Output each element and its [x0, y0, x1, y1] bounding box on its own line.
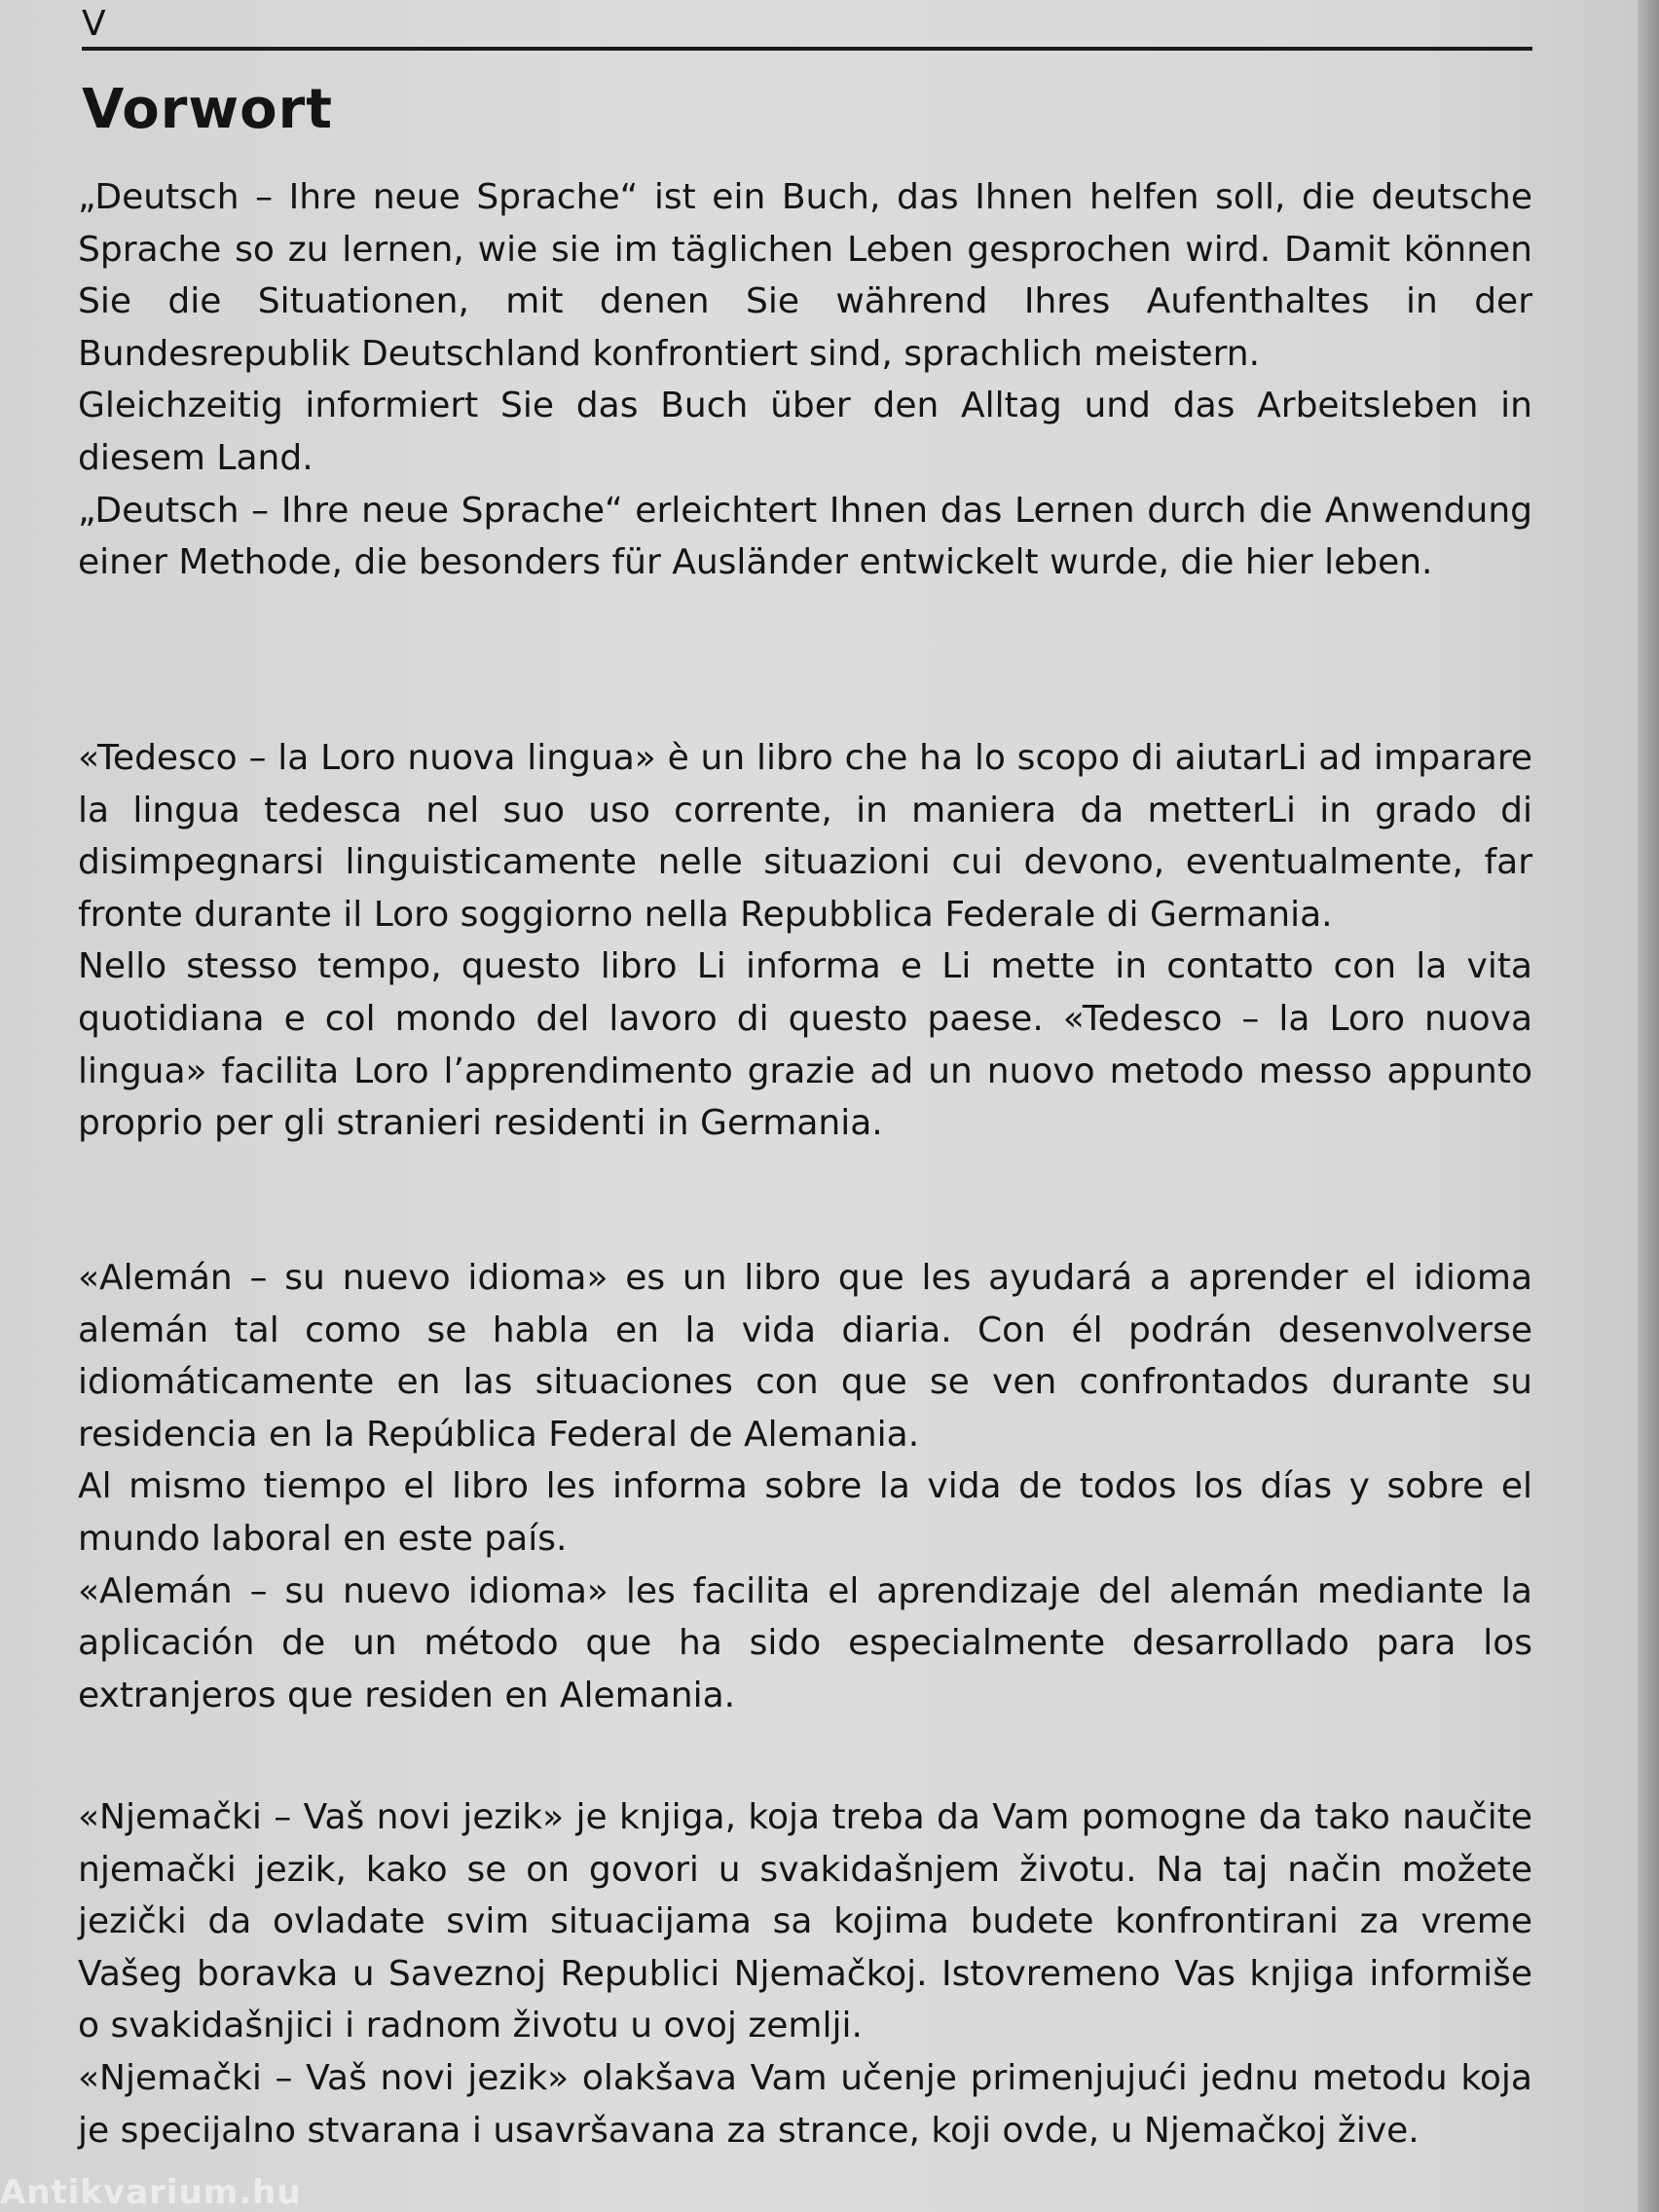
paragraph: „Deutsch – Ihre neue Sprache“ ist ein Buch, das Ihnen helfen soll, die deutsche Sprache so zu lernen, wie sie im täglichen Leben gesprochen wird. Damit können Sie die Situationen, mit denen Sie während Ihres Aufenthaltes in der Bundesrepublik Deutschland konfrontiert sind, sprachlich meistern.: [78, 177, 1532, 374]
page-title: Vorwort: [82, 78, 333, 141]
paragraph: «Alemán – su nuevo idioma» les facilita el aprendizaje del alemán mediante la aplicación de un método que ha sido especialmente desarrollado para los extranjeros que residen en Alemania.: [78, 1570, 1532, 1715]
watermark: Antikvarium.hu: [0, 2173, 302, 2212]
section-italian: [78, 732, 1532, 1150]
section-german: [78, 171, 1532, 589]
section-spanish: [78, 1252, 1532, 1721]
paragraph: «Alemán – su nuevo idioma» es un libro que les ayudará a aprender el idioma alemán tal como se habla en la vida diaria. Con él podrán desenvolverse idiomáticamente en las situaciones con que se ven confrontados durante su residencia en la República Federal de Alemania.: [78, 1258, 1532, 1455]
page-edge: [1638, 0, 1659, 2212]
paragraph: «Njemački – Vaš novi jezik» olakšava Vam učenje primenjujući jednu metodu koja je specijalno stvarana i usavršavana za strance, koji ovde, u Njemačkoj žive.: [78, 2057, 1532, 2151]
page-number: V: [82, 4, 107, 44]
paragraph: Gleichzeitig informiert Sie das Buch über den Alltag und das Arbeitsleben in diesem Land.: [78, 386, 1532, 478]
section-croatian: [78, 1791, 1532, 2157]
paragraph: Nello stesso tempo, questo libro Li informa e Li mette in contatto con la vita quotidiana e col mondo del lavoro di questo paese. «Tedesco – la Loro nuova lingua» facilita Loro l’apprendimento grazie ad un nuovo metodo messo appunto proprio per gli stranieri residenti in Germania.: [78, 946, 1532, 1144]
paragraph: Al mismo tiempo el libro les informa sobre la vida de todos los días y sobre el mundo laboral en este país.: [78, 1466, 1532, 1559]
paragraph: «Tedesco – la Loro nuova lingua» è un libro che ha lo scopo di aiutarLi ad imparare la lingua tedesca nel suo uso corrente, in maniera da metterLi in grado di disimpegnarsi linguisticamente nelle situazioni cui devono, eventualmente, far fronte durante il Loro soggiorno nella Repubblica Federale di Germania.: [78, 738, 1532, 935]
paragraph: «Njemački – Vaš novi jezik» je knjiga, koja treba da Vam pomogne da tako naučite njemački jezik, kako se on govori u svakidašnjem životu. Na taj način možete jezički da ovladate svim situacijama sa kojima budete konfrontirani za vreme Vašeg boravka u Saveznoj Republici Njemačkoj. Istovremeno Vas knjiga informiše o svakidašnjici i radnom životu u ovoj zemlji.: [78, 1797, 1532, 2046]
header-rule: [82, 47, 1532, 51]
paragraph: „Deutsch – Ihre neue Sprache“ erleichtert Ihnen das Lernen durch die Anwendung einer Methode, die besonders für Ausländer entwickelt wurde, die hier leben.: [78, 490, 1532, 583]
